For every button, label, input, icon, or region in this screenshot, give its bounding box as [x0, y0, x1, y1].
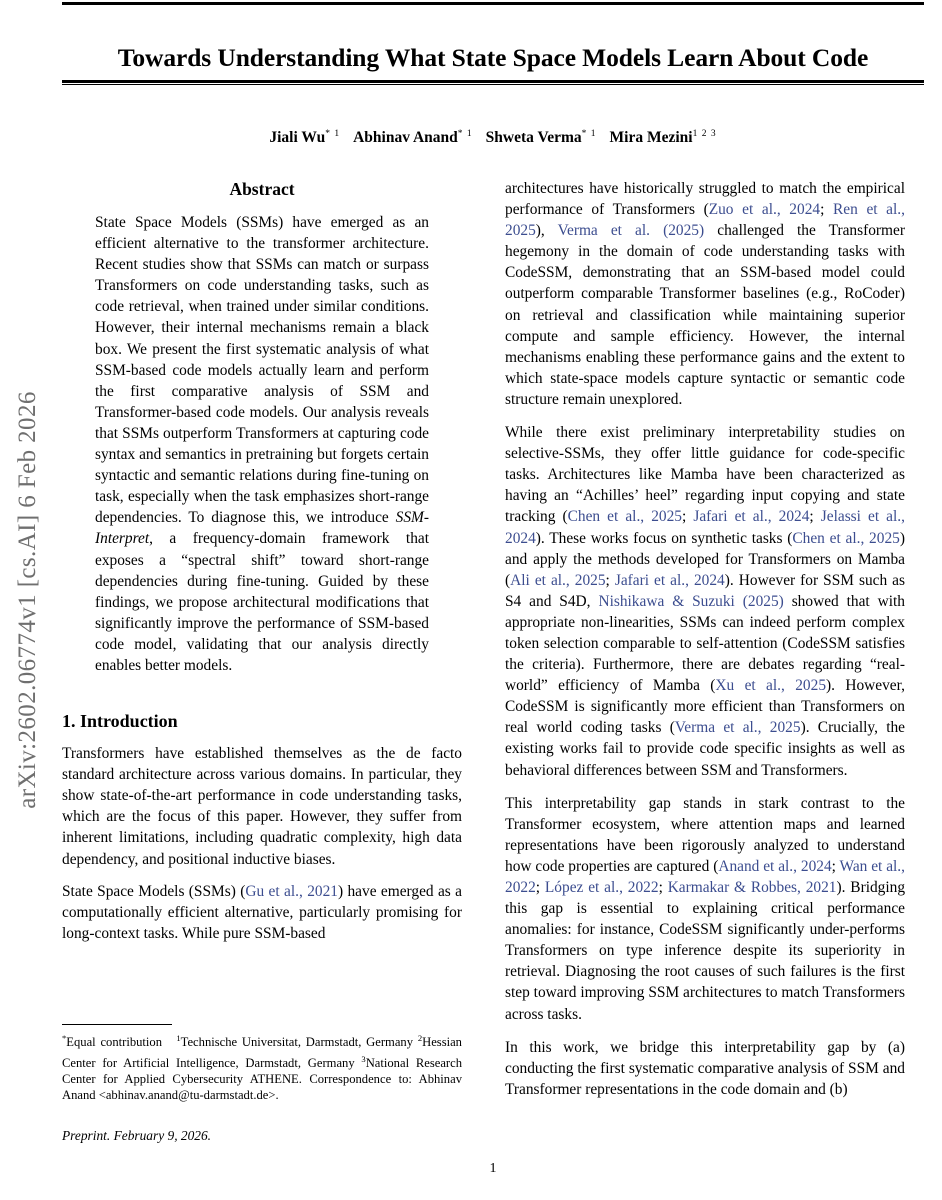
rp3-text-a: This interpretability gap stands in stark contrast to the Transformer ecosystem, where attention maps and learned representations have been rigorously analyzed to understand how code properties are captured (	[505, 794, 905, 875]
footnote-mark-3: 3	[361, 1053, 366, 1064]
rp2-text-d: ). These works focus on synthetic tasks (	[535, 529, 793, 547]
citation-link-wan-2022[interactable]: Wan et al., 2022	[505, 857, 905, 896]
abstract-text-part2: , a frequency-domain framework that exposes a “spectral shift” toward short-range dependencies during fine-tuning. Guided by these findings, we propose architectural modifications that significantly improve the performance of SSM-based code model, validating that our analysis directly enables better models.	[95, 530, 429, 674]
rp3-text-c: ;	[535, 879, 545, 896]
author-entry	[269, 129, 340, 146]
abstract-text	[95, 212, 429, 676]
footnote-affiliation-1: Technische Universitat, Darmstadt, Germany	[180, 1035, 414, 1050]
author-name: Shweta Verma	[485, 129, 582, 147]
right-paragraph-3	[505, 793, 905, 1025]
citation-link-verma-2025-a[interactable]: Verma et al. (2025)	[557, 222, 705, 240]
paper-page	[62, 0, 924, 1200]
rp1-text-d: challenged the Transformer hegemony in the domain of code understanding tasks with CodeSSM, demonstrating that an SSM-based model could outperform comparable Transformer baselines (e.g., RoCoder) on retrieval and classification while maintaining superior compute and sample efficiency. However, the internal mechanisms enabling these performance gains and the extent to which state-space models capture syntactic or semantic code structure remain unexplored.	[505, 222, 905, 408]
citation-link-jafari-2024-a[interactable]: Jafari et al., 2024	[693, 508, 810, 526]
author-entry	[486, 129, 597, 146]
author-entry	[610, 129, 717, 146]
rp2-text-e: ) and apply the methods developed for Transformers on Mamba (	[505, 529, 905, 589]
rp2-text-j: ). Crucially, the existing works fail to provide code specific insights as well as behavioral differences between SSM and Transformers.	[505, 719, 906, 779]
author-affiliation-marks: * 1	[581, 129, 597, 139]
footnote-mark-1: 1	[176, 1033, 181, 1044]
title-divider-rule	[62, 80, 924, 83]
right-paragraph-4: In this work, we bridge this interpretability gap by (a) conducting the first systematic comparative analysis of SSM and Transformer representations in the code domain and (b)	[505, 1038, 905, 1098]
citation-link-gu-2021[interactable]: Gu et al., 2021	[245, 882, 338, 900]
footnote-rule	[62, 1024, 172, 1025]
arxiv-stamp-text: arXiv:2602.06774v1 [cs.AI] 6 Feb 2026	[14, 391, 41, 809]
author-entry	[353, 129, 473, 146]
citation-link-zuo-2024[interactable]: Zuo et al., 2024	[708, 201, 821, 219]
footnote-mark-2: 2	[417, 1033, 423, 1044]
author-affiliation-marks: 1 2 3	[692, 129, 717, 139]
rp1-text-c: ),	[535, 222, 558, 240]
intro-p2-text-a: State Space Models (SSMs) (	[62, 882, 246, 900]
rp2-text-b: ;	[682, 508, 694, 526]
right-paragraph-2	[505, 422, 905, 781]
rp3-text-d: ;	[658, 879, 668, 896]
right-column	[505, 178, 905, 1112]
abstract-italic-term: SSM-Interpret	[95, 509, 429, 548]
rp1-text-a: architectures have historically struggled to match the empirical performance of Transformers (	[505, 180, 905, 219]
page-title: Towards Understanding What State Space Models Learn About Code	[117, 43, 869, 73]
abstract-section	[62, 178, 462, 676]
rp3-text-b: ;	[831, 857, 840, 875]
footnote-text	[62, 1030, 462, 1103]
citation-link-verma-2025-b[interactable]: Verma et al., 2025	[674, 719, 801, 737]
author-list	[62, 124, 924, 148]
citation-link-chen-2025-b[interactable]: Chen et al., 2025	[792, 529, 900, 547]
footnote-mark-star: *	[62, 1033, 67, 1044]
abstract-heading: Abstract	[229, 179, 295, 199]
top-rule	[62, 2, 924, 5]
citation-link-ali-2025[interactable]: Ali et al., 2025	[510, 571, 606, 589]
rp2-text-c: ;	[809, 508, 821, 526]
author-name: Abhinav Anand	[353, 129, 458, 147]
rp2-text-f: ;	[605, 571, 615, 589]
footnote-affiliation-2: Hessian Center for Artificial Intelligence, Darmstadt, Germany	[62, 1035, 462, 1070]
author-affiliation-marks: * 1	[325, 129, 341, 139]
citation-link-nishikawa-suzuki-2025[interactable]: Nishikawa & Suzuki (2025)	[598, 592, 784, 610]
footnote-affiliation-3: National Research Center for Applied Cybersecurity ATHENE. Correspondence to: Abhinav Anand <abhinav.anand@tu-darmstadt.de>.	[62, 1055, 462, 1103]
left-column	[62, 178, 462, 955]
citation-link-anand-2024[interactable]: Anand et al., 2024	[718, 857, 832, 875]
citation-link-jelassi-2024[interactable]: Jelassi et al., 2024	[505, 508, 905, 547]
author-name: Jiali Wu	[269, 129, 326, 147]
citation-link-lopez-2022[interactable]: López et al., 2022	[544, 879, 659, 896]
citation-link-xu-2025[interactable]: Xu et al., 2025	[715, 677, 827, 695]
right-paragraph-1	[505, 178, 905, 410]
author-name: Mira Mezini	[609, 129, 693, 147]
abstract-text-part1: State Space Models (SSMs) have emerged as an efficient alternative to the transformer architecture. Recent studies show that SSMs can match or surpass Transformers on code understanding tasks, such as code retrieval, when trained under similar conditions. However, their internal mechanisms remain a black box. We present the first systematic analysis of what SSM-based code models actually learn and perform the first comparative analysis of SSM and Transformer-based code models. Our analysis reveals that SSMs outperform Transformers at capturing code syntax and semantics in pretraining but forgets certain syntactic and semantic relations during fine-tuning on task, especially when the task emphasizes short-range dependencies. To diagnose this, we introduce	[95, 214, 429, 527]
citation-link-ren-2025[interactable]: Ren et al., 2025	[505, 201, 905, 240]
rp2-text-a: While there exist preliminary interpretability studies on selective-SSMs, they offer little guidance for code-specific tasks. Architectures like Mamba have been characterized as having an “Achilles’ heel” regarding input copying and state tracking (	[505, 424, 905, 526]
footnote-equal-contribution: Equal contribution	[66, 1035, 163, 1050]
rp2-text-g: ). However for SSM such as S4 and S4D,	[505, 571, 905, 610]
citation-link-chen-2025-a[interactable]: Chen et al., 2025	[567, 508, 682, 526]
rp2-text-h: showed that with appropriate non-linearities, SSMs can indeed perform complex token selection comparable to self-attention (CodeSSM satisfies the criteria). Furthermore, there are debates regarding “real-world” efficiency of Mamba (	[505, 592, 905, 695]
page-number: 1	[489, 1161, 497, 1176]
author-affiliation-marks: * 1	[457, 129, 473, 139]
section-heading-introduction: 1. Introduction	[62, 711, 178, 732]
footnote-zone	[62, 1024, 462, 1145]
intro-paragraph-2	[62, 881, 462, 944]
preprint-line: Preprint. February 9, 2026.	[62, 1127, 212, 1143]
citation-link-jafari-2024-b[interactable]: Jafari et al., 2024	[614, 571, 725, 589]
arxiv-stamp	[0, 0, 56, 1200]
intro-p2-text-b: ) have emerged as a computationally efficient alternative, particularly promising for long-context tasks. While pure SSM-based	[62, 882, 462, 942]
rp2-text-i: ). However, CodeSSM is significantly more efficient than Transformers on real world coding tasks (	[505, 677, 905, 737]
intro-paragraph-1: Transformers have established themselves as the de facto standard architecture across various domains. In particular, they show state-of-the-art performance in code understanding tasks, which are the focus of this paper. However, they suffer from inherent limitations, including quadratic complexity, high data dependency, and positional inductive biases.	[62, 745, 462, 868]
rp3-text-e: ). Bridging this gap is essential to explaining critical performance anomalies: for instance, CodeSSM significantly under-performs Transformers on type inference despite its superiority in retrieval. Diagnosing the root causes of such failures is the first step toward improving SSM architectures to match Transformers across tasks.	[505, 879, 906, 1023]
citation-link-karmakar-robbes-2021[interactable]: Karmakar & Robbes, 2021	[667, 879, 837, 896]
rp1-text-b: ;	[820, 201, 834, 219]
